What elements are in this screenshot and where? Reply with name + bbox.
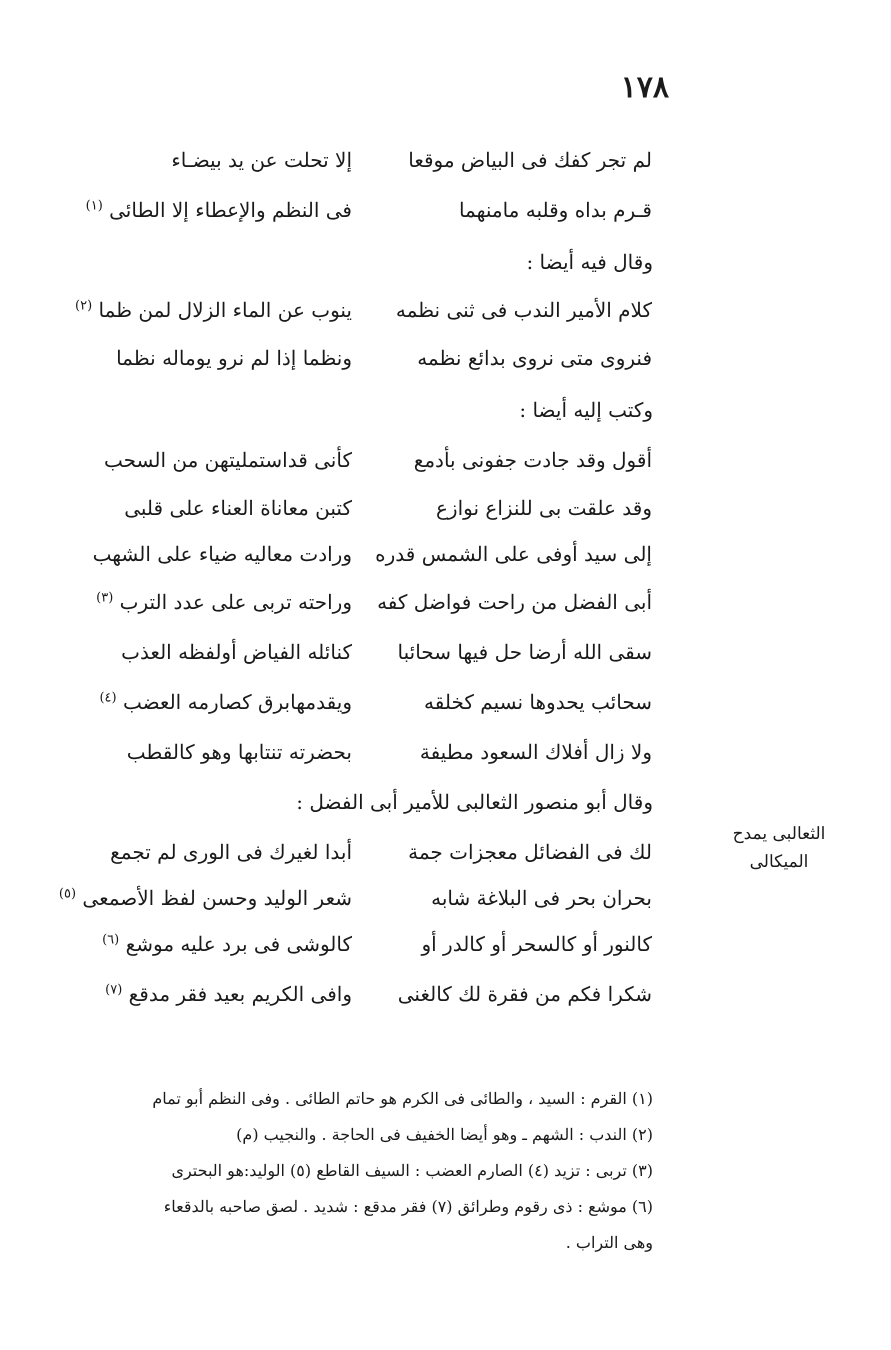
verse-second-text: ونظما إذا لم نرو يوماله نظما	[116, 346, 352, 370]
verse-second-text: وافى الكريم بعيد فقر مدقع	[128, 982, 352, 1006]
verse-second-hemistich	[60, 876, 352, 920]
verse-first-hemistich: إلى سيد أوفى على الشمس قدره	[375, 542, 652, 566]
margin-note: الثعالبى يمدح الميكالى	[732, 824, 826, 872]
verse-line	[60, 336, 652, 380]
verse-first-hemistich: سقى الله أرضا حل فيها سحائبا	[397, 640, 652, 664]
verse-second-hemistich	[60, 972, 352, 1016]
verse-first-hemistich: لم تجر كفك فى البياض موقعا	[408, 148, 652, 172]
verse-first-hemistich: وقد علقت بى للنزاع نوازع	[435, 496, 652, 520]
footnote: (٦) موشع : ذى رقوم وطرائق (٧) فقر مدقع : شديد . لصق صاحبه بالدقعاء	[163, 1197, 653, 1216]
footnote: وهى التراب .	[565, 1233, 653, 1252]
verse-second-hemistich	[60, 288, 352, 332]
page-number: ١٧٨	[620, 70, 669, 105]
footnote-ref: (٧)	[105, 982, 123, 998]
verse-second-text: كتبن معاناة العناء على قلبى	[124, 496, 352, 520]
verse-line	[60, 580, 652, 624]
footnote-ref: (٣)	[96, 590, 114, 606]
verse-second-text: بحضرته تنتابها وهو كالقطب	[126, 740, 352, 764]
verse-second-hemistich	[60, 486, 352, 530]
verse-second-hemistich	[60, 730, 352, 774]
verse-second-hemistich	[60, 188, 352, 232]
verse-second-hemistich	[60, 532, 352, 576]
verse-line	[60, 138, 652, 182]
verse-first-hemistich: كلام الأمير الندب فى ثنى نظمه	[395, 298, 652, 322]
verse-second-hemistich	[60, 630, 352, 674]
verse-first-hemistich: شكرا فكم من فقرة لك كالغنى	[397, 982, 652, 1006]
verse-second-text: ينوب عن الماء الزلال لمن ظما	[98, 298, 352, 322]
verse-first-hemistich: سحائب يحدوها نسيم كخلقه	[424, 690, 652, 714]
verse-second-text: إلا تحلت عن يد بيضـاء	[171, 148, 352, 172]
verse-line	[60, 532, 652, 576]
verse-second-hemistich	[60, 438, 352, 482]
verse-second-text: أبدا لغيرك فى الورى لم تجمع	[110, 840, 352, 864]
verse-second-text: ورادت معاليه ضياء على الشهب	[92, 542, 352, 566]
verse-second-text: شعر الوليد وحسن لفظ الأصمعى	[82, 886, 352, 910]
verse-line	[60, 876, 652, 920]
verse-first-hemistich: ولا زال أفلاك السعود مطيفة	[419, 740, 652, 764]
verse-second-hemistich	[60, 830, 352, 874]
footnote: (٢) الندب : الشهم ـ وهو أيضا الخفيف فى الحاجة . والنجيب (م)	[236, 1125, 653, 1144]
verse-first-hemistich: أقول وقد جادت جفونى بأدمع	[413, 448, 652, 472]
verse-second-text: ويقدمهابرق كصارمه العضب	[122, 690, 352, 714]
verse-first-hemistich: لك فى الفضائل معجزات جمة	[408, 840, 652, 864]
verse-first-hemistich: أبى الفضل من راحت فواضل كفه	[377, 590, 652, 614]
verse-line	[60, 188, 652, 232]
verse-second-hemistich	[60, 580, 352, 624]
verse-second-hemistich	[60, 680, 352, 724]
verse-line	[60, 486, 652, 530]
verse-first-hemistich: قـرم بداه وقلبه مامنهما	[458, 198, 652, 222]
verse-line	[60, 630, 652, 674]
verse-second-hemistich	[60, 336, 352, 380]
verse-first-hemistich: فنروى متى نروى بدائع نظمه	[417, 346, 652, 370]
verse-second-text: وراحته تربى على عدد الترب	[119, 590, 352, 614]
verse-line	[60, 730, 652, 774]
verse-first-hemistich: بحران بحر فى البلاغة شابه	[431, 886, 652, 910]
footnote-ref: (٦)	[102, 932, 120, 948]
verse-line	[60, 680, 652, 724]
section-heading: وقال أبو منصور الثعالبى للأمير أبى الفضل :	[296, 790, 653, 814]
verse-second-text: كأنى قداستمليتهن من السحب	[103, 448, 352, 472]
verse-first-hemistich: كالنور أو كالسحر أو كالدر أو	[421, 932, 652, 956]
verse-second-text: فى النظم والإعطاء إلا الطائى	[109, 198, 352, 222]
section-heading: وقال فيه أيضا :	[526, 250, 653, 274]
verse-second-hemistich	[60, 138, 352, 182]
verse-line	[60, 972, 652, 1016]
verse-line	[60, 922, 652, 966]
verse-second-text: كنائله الفياض أولفظه العذب	[121, 640, 352, 664]
footnote-ref: (٤)	[99, 690, 117, 706]
verse-line	[60, 438, 652, 482]
footnote: (١) القرم : السيد ، والطائى فى الكرم هو حاتم الطائى . وفى النظم أبو تمام	[152, 1089, 653, 1108]
footnote-ref: (١)	[85, 198, 103, 214]
verse-line	[60, 288, 652, 332]
verse-second-hemistich	[60, 922, 352, 966]
footnote-ref: (٢)	[75, 298, 93, 314]
footnote: (٣) تربى : تزيد (٤) الصارم العضب : السيف القاطع (٥) الوليد:هو البحترى	[171, 1161, 653, 1180]
footnote-ref: (٥)	[58, 886, 77, 902]
verse-second-text: كالوشى فى برد عليه موشع	[125, 932, 352, 956]
verse-line	[60, 830, 652, 874]
section-heading: وكتب إليه أيضا :	[519, 398, 653, 422]
